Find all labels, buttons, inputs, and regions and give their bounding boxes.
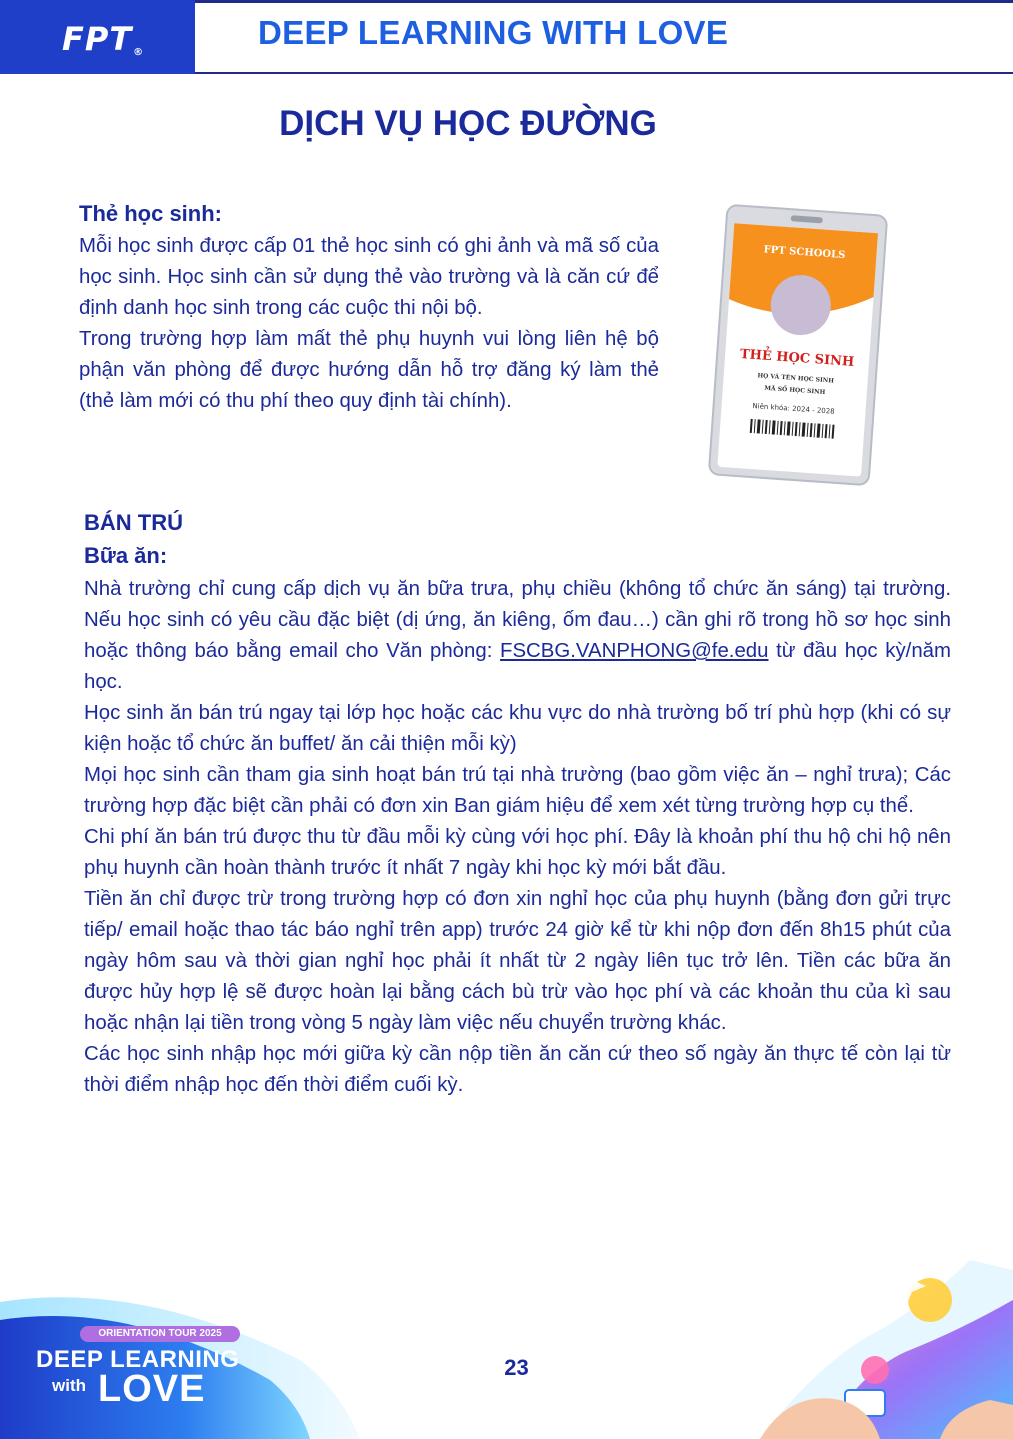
boarding-heading: BÁN TRÚ bbox=[84, 510, 183, 535]
boarding-paragraph-4: Chi phí ăn bán trú được thu từ đầu mỗi kỳ cùng với học phí. Đây là khoản phí thu hộ chi hộ nên phụ huynh cần hoàn thành trước ít nhất 7 ngày khi học kỳ mới bắt đầu. bbox=[84, 826, 951, 879]
fpt-logo-text: FPT bbox=[62, 20, 133, 58]
card-line-3: Niên khóa: 2024 - 2028 bbox=[752, 401, 835, 416]
boarding-text bbox=[84, 574, 951, 1101]
tour-logo-love: LOVE bbox=[98, 1368, 206, 1410]
tour-logo-with: with bbox=[52, 1376, 86, 1395]
registered-mark: ® bbox=[133, 47, 145, 58]
student-card-heading: Thẻ học sinh: bbox=[79, 201, 222, 226]
header-title: DEEP LEARNING WITH LOVE bbox=[258, 14, 729, 51]
card-line-1: HỌ VÀ TÊN HỌC SINH bbox=[757, 372, 835, 385]
student-card-text bbox=[79, 231, 659, 417]
tour-badge: ORIENTATION TOUR 2025 bbox=[80, 1326, 240, 1342]
student-card-paragraph-1: Mỗi học sinh được cấp 01 thẻ học sinh có ghi ảnh và mã số của học sinh. Học sinh cần sử dụng thẻ vào trường và là căn cứ để định danh học sinh trong các cuộc thi nội bộ. bbox=[79, 235, 659, 319]
boarding-paragraph-3: Mọi học sinh cần tham gia sinh hoạt bán trú tại nhà trường (bao gồm việc ăn – nghỉ trưa); Các trường hợp đặc biệt cần phải có đơn xin Ban giám hiệu để xem xét từng trường hợp cụ thể. bbox=[84, 764, 951, 817]
card-title: THẺ HỌC SINH bbox=[739, 346, 855, 370]
tour-logo-line-1: DEEP LEARNING bbox=[36, 1346, 240, 1373]
boarding-paragraph-5: Tiền ăn chỉ được trừ trong trường hợp có đơn xin nghỉ học của phụ huynh (bằng đơn gửi trực tiếp/ email hoặc thao tác báo nghỉ trên app) trước 24 giờ kể từ khi nộp đơn đến 8h15 phút của ngày hôm sau và thời gian nghỉ học phải ít nhất từ 2 ngày liên tục trở lên. Tiền các bữa ăn được hủy hợp lệ sẽ được hoàn lại bằng cách bù trừ vào học phí và các khoản thu của kì sau hoặc nhận lại tiền trong vòng 5 ngày làm việc nếu chuyển trường khác. bbox=[84, 888, 951, 1034]
page-header bbox=[0, 0, 1013, 74]
office-email-link[interactable]: FSCBG.VANPHONG@fe.edu bbox=[500, 640, 769, 662]
boarding-paragraph-6: Các học sinh nhập học mới giữa kỳ cần nộp tiền ăn căn cứ theo số ngày ăn thực tế còn lại từ thời điểm nhập học đến thời điểm cuối kỳ. bbox=[84, 1043, 951, 1096]
boarding-paragraph-1-tail: từ đầu học kỳ/năm học. bbox=[84, 640, 951, 693]
fpt-logo bbox=[62, 20, 144, 58]
student-card-image bbox=[700, 200, 896, 490]
boarding-paragraph-1-text: Nhà trường chỉ cung cấp dịch vụ ăn bữa trưa, phụ chiều (không tổ chức ăn sáng) tại trường. Nếu học sinh có yêu cầu đặc biệt (dị ứng, ăn kiêng, ốm đau…) cần ghi rõ trong hồ sơ học sinh hoặc thông báo bằng email cho Văn phòng: bbox=[84, 578, 951, 662]
boarding-paragraph-2: Học sinh ăn bán trú ngay tại lớp học hoặc các khu vực do nhà trường bố trí phù hợp (khi có sự kiện hoặc tổ chức ăn buffet/ ăn cải thiện mỗi kỳ) bbox=[84, 702, 951, 755]
header-top-rule bbox=[195, 0, 1013, 3]
fpt-logo-box bbox=[0, 0, 195, 74]
student-card-paragraph-2: Trong trường hợp làm mất thẻ phụ huynh vui lòng liên hệ bộ phận văn phòng để được hướng dẫn hỗ trợ đăng ký làm thẻ (thẻ làm mới có thu phí theo quy định tài chính). bbox=[79, 328, 659, 412]
card-brand: FPT SCHOOLS bbox=[763, 244, 846, 262]
page-number: 23 bbox=[504, 1355, 529, 1380]
meals-heading: Bữa ăn: bbox=[84, 543, 168, 568]
boarding-paragraph-1 bbox=[84, 574, 951, 698]
page-title: DỊCH VỤ HỌC ĐƯỜNG bbox=[279, 104, 657, 143]
header-bottom-rule bbox=[195, 72, 1013, 74]
card-line-2: MÃ SỐ HỌC SINH bbox=[764, 384, 826, 397]
